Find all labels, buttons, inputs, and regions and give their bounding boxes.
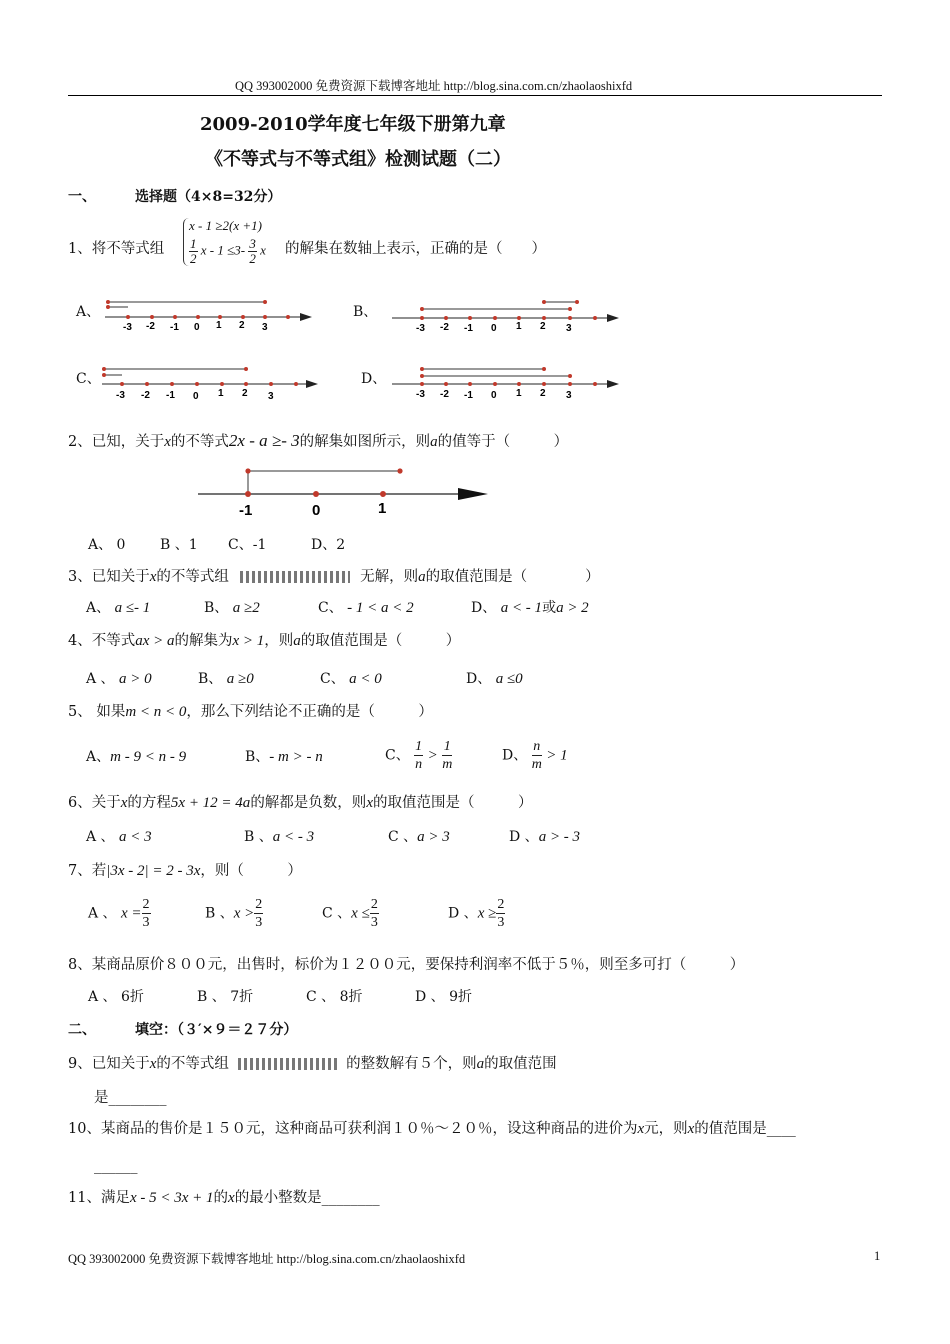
q6-opt-d: D 、a > - 3: [509, 829, 581, 845]
q3-text: 3、已知关于x的不等式组 无解，则a的取值范围是（ ）: [68, 569, 600, 585]
q3-opt-d: D、 a < - 1或a > 2: [471, 600, 589, 616]
section2-num: 二、: [68, 1022, 96, 1038]
tick-label: 0: [194, 322, 200, 333]
q5-opt-a: A、m - 9 < n - 9: [86, 749, 187, 765]
q1-numberline-a: [100, 294, 315, 338]
q7-opt-c: C 、x ≤ $\frac{2}{3}$: [322, 897, 378, 930]
q6-opt-c: C 、a > 3: [388, 829, 450, 845]
q5-opt-b: B、- m > - n: [245, 749, 323, 765]
tick-label: -2: [146, 321, 155, 332]
tick-label: -1: [464, 390, 473, 401]
q1-opt-b-label: B、: [353, 304, 378, 320]
q1-system: [183, 218, 266, 266]
section2-label: 填空：（３′×９＝２７分）: [135, 1022, 298, 1038]
tick-label: -1: [239, 502, 253, 519]
q1-opt-d-label: D、: [361, 371, 387, 387]
tick-label: -3: [116, 390, 125, 401]
q7-text: 7、若|3x - 2| = 2 - 3x，则（ ）: [68, 863, 302, 879]
q5-opt-d: D、 $\frac{n}{m}$ > 1: [502, 739, 568, 772]
tick-label: 0: [491, 390, 497, 401]
q8-text: 8、某商品原价８００元，出售时，标价为１２００元，要保持利润率不低于５％，则至多可打（ ）: [68, 957, 745, 973]
q3-opt-b: B、 a ≥2: [204, 600, 260, 616]
title-line1: 2009-2010学年度七年级下册第九章: [200, 114, 506, 135]
q2-text: 2、已知，关于x的不等式2x - a ≥- 3的解集如图所示，则a的值等于（ ）: [68, 431, 569, 450]
q3-system-image: [240, 571, 350, 583]
q1-system-line2a: x - 1 ≤3-: [200, 242, 246, 258]
q1-prefix: 1、将不等式组: [68, 241, 165, 257]
q2-opt-b: B 、1: [160, 537, 198, 553]
section1-label: 选择题（4×8=32分）: [135, 189, 282, 205]
q4-opt-a: A 、 a > 0: [86, 671, 152, 687]
q7-opt-a: A 、 x = $\frac{2}{3}$: [88, 897, 150, 930]
tick-label: 1: [216, 320, 222, 331]
q4-text: 4、不等式ax > a的解集为x > 1，则a的取值范围是（ ）: [68, 633, 461, 649]
q6-text: 6、关于x的方程5x + 12 = 4a的解都是负数，则x的取值范围是（ ）: [68, 795, 533, 811]
q1-frac-3half: $\frac{3}{2}$: [249, 236, 256, 266]
q5-opt-c: C、 $\frac{1}{n}$ > $\frac{1}{m}$: [385, 739, 453, 772]
q1-numberline-b: [392, 294, 622, 338]
q7-opt-b: B 、x > $\frac{2}{3}$: [205, 897, 263, 930]
page-header: QQ 393002000 免费资源下载博客地址 http://blog.sina.com.cn/zhaolaoshixfd: [235, 79, 633, 93]
tick-label: 1: [516, 321, 522, 332]
q1-opt-a-label: A、: [76, 304, 101, 320]
tick-label: 3: [566, 390, 572, 401]
q2-numberline: [196, 462, 496, 520]
q5-text: 5、 如果m < n < 0，那么下列结论不正确的是（ ）: [68, 704, 433, 720]
tick-label: -1: [464, 323, 473, 334]
header-rule: [68, 95, 882, 96]
q10-text: 10、某商品的售价是１５０元，这种商品可获利润１０％～２０％，设这种商品的进价为x元，则x的值范围是____: [68, 1121, 796, 1137]
q9-text: 9、已知关于x的不等式组 的整数解有５个，则a的取值范围: [68, 1056, 557, 1072]
tick-label: 0: [312, 502, 321, 519]
tick-label: 3: [566, 323, 572, 334]
tick-label: -2: [141, 390, 150, 401]
q8-opt-d: D 、 9折: [415, 989, 473, 1005]
tick-label: 2: [540, 388, 546, 399]
section1-num: 一、: [68, 189, 96, 205]
q1-system-line1: x - 1 ≥2(x +1): [189, 218, 262, 233]
q6-opt-a: A 、 a < 3: [86, 829, 152, 845]
tick-label: 0: [491, 323, 497, 334]
q2-opt-c: C、-1: [228, 537, 267, 553]
tick-label: 0: [193, 391, 199, 402]
q8-opt-c: C 、 8折: [306, 989, 363, 1005]
q9-system-image: [238, 1058, 338, 1070]
q4-opt-d: D、 a ≤0: [466, 671, 523, 687]
tick-label: 2: [242, 388, 248, 399]
tick-label: -2: [440, 389, 449, 400]
q3-opt-a: A、 a ≤- 1: [86, 600, 151, 616]
q1-frac-half: $\frac{1}{2}$: [190, 236, 197, 266]
q2-opt-d: D、2: [311, 537, 346, 553]
q4-opt-b: B、 a ≥0: [198, 671, 254, 687]
tick-label: 2: [239, 320, 245, 331]
q1-numberline-d: [392, 364, 622, 408]
tick-label: -3: [416, 323, 425, 334]
page-footer: QQ 393002000 免费资源下载博客地址 http://blog.sina.com.cn/zhaolaoshixfd: [68, 1252, 466, 1266]
page-number: 1: [874, 1249, 881, 1263]
q4-opt-c: C、 a < 0: [320, 671, 382, 687]
q1-opt-c-label: C、: [76, 371, 101, 387]
tick-label: -1: [166, 390, 175, 401]
tick-label: -1: [170, 322, 179, 333]
q3-opt-c: C、 - 1 < a < 2: [318, 600, 414, 616]
q1-system-line2b: x: [260, 242, 266, 258]
q8-opt-b: B 、 7折: [197, 989, 254, 1005]
q7-opt-d: D 、x ≥ $\frac{2}{3}$: [448, 897, 505, 930]
title-line2: 《不等式与不等式组》检测试题（二）: [205, 149, 511, 170]
q9-line2: 是________: [94, 1090, 167, 1106]
tick-label: 1: [378, 500, 387, 517]
q1-suffix: 的解集在数轴上表示，正确的是（ ）: [285, 241, 546, 257]
q11-text: 11、满足x - 5 < 3x + 1的x的最小整数是________: [68, 1190, 380, 1206]
q2-opt-a: A、 0: [88, 537, 126, 553]
q1-numberline-c: [96, 364, 321, 408]
tick-label: 1: [218, 388, 224, 399]
tick-label: -3: [123, 322, 132, 333]
tick-label: -3: [416, 389, 425, 400]
tick-label: 1: [516, 388, 522, 399]
q8-opt-a: A 、 6折: [88, 989, 144, 1005]
tick-label: 3: [262, 322, 268, 333]
tick-label: 2: [540, 321, 546, 332]
tick-label: 3: [268, 391, 274, 402]
tick-label: -2: [440, 322, 449, 333]
q10-line2: ______: [94, 1158, 138, 1174]
q6-opt-b: B 、a < - 3: [244, 829, 315, 845]
